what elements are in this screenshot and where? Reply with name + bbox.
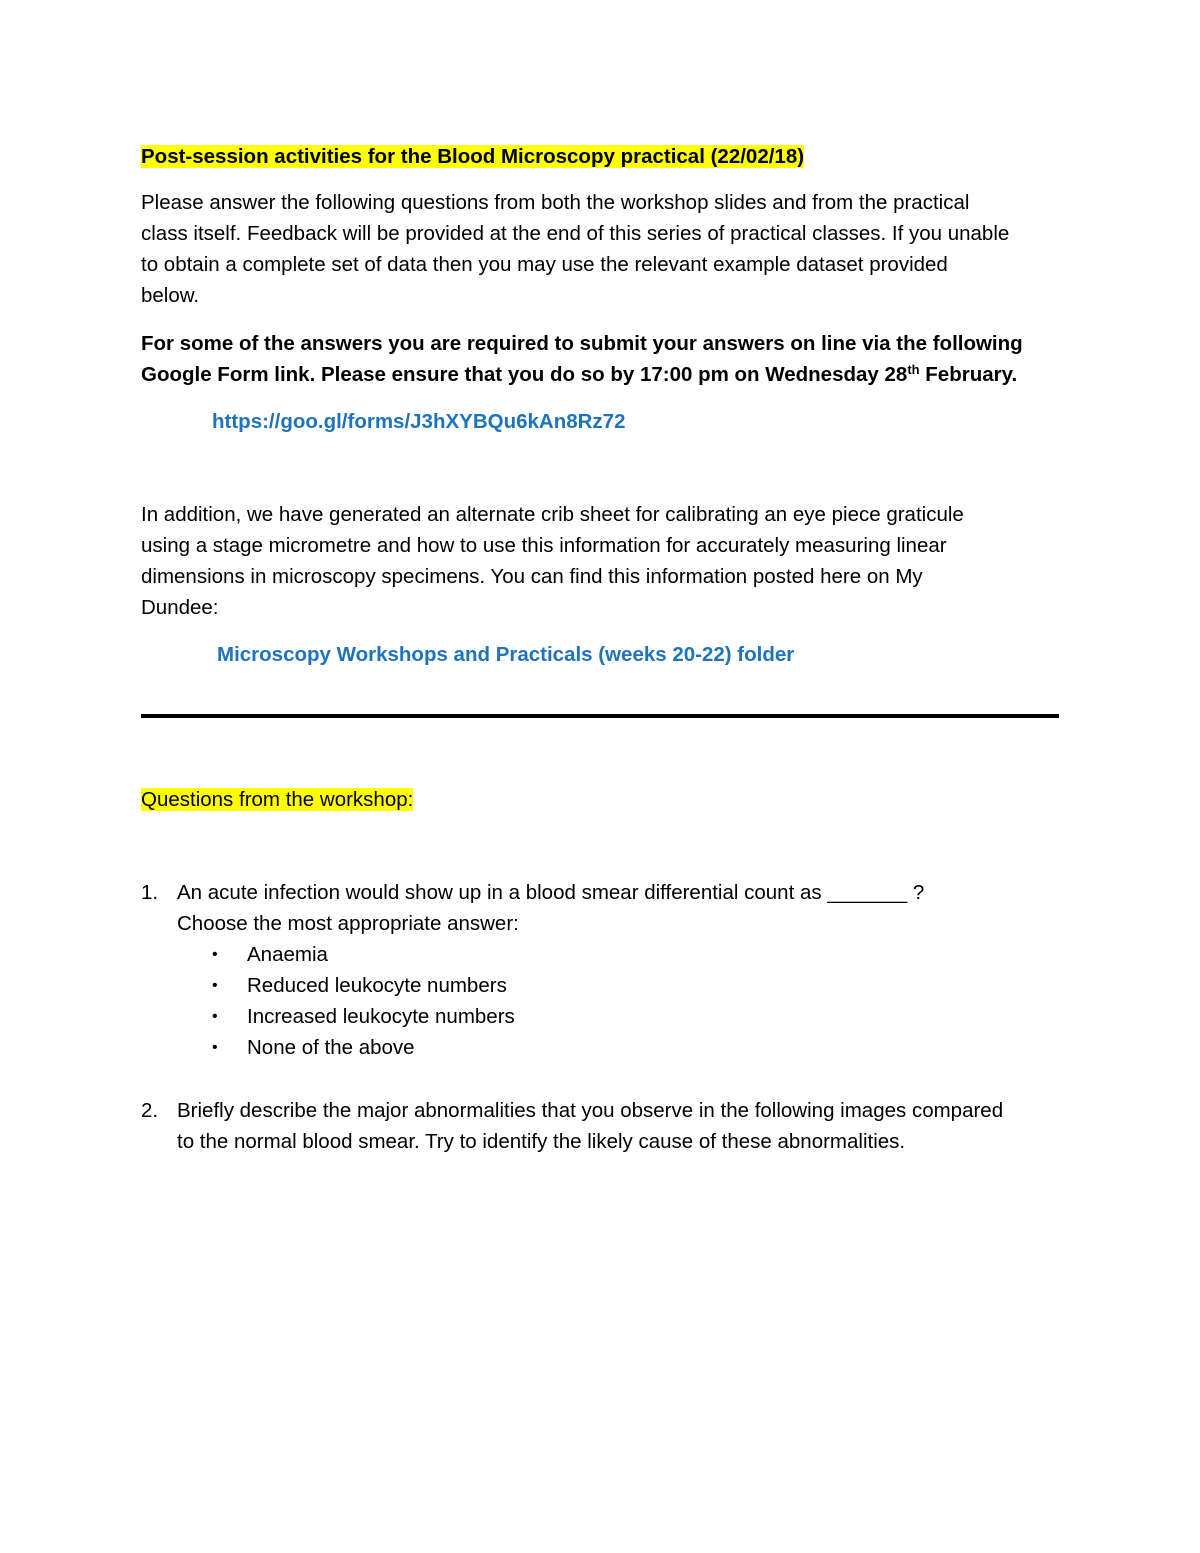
submission-paragraph: [141, 328, 1061, 390]
question-text: An acute infection would show up in a blood smear differential count as _______ ?: [177, 881, 925, 904]
question-number: 2.: [141, 1099, 159, 1122]
deadline-superscript: th: [907, 362, 920, 377]
submission-line: For some of the answers you are required to submit your answers on line via the following: [141, 332, 1023, 355]
answer-option: Anaemia: [247, 943, 328, 966]
document-heading-block: [141, 141, 1061, 172]
google-form-link[interactable]: https://goo.gl/forms/J3hXYBQu6kAn8Rz72: [212, 410, 626, 433]
question-instruction: Choose the most appropriate answer:: [177, 912, 519, 935]
submission-line: [141, 359, 1061, 390]
deadline-period: .: [1011, 363, 1018, 386]
workshop-heading: Questions from the workshop:: [141, 788, 414, 811]
addition-line: dimensions in microscopy specimens. You can find this information posted here on My: [141, 565, 923, 588]
section-divider: [141, 714, 1059, 718]
folder-link[interactable]: Microscopy Workshops and Practicals (weeks 20-22) folder: [217, 643, 795, 666]
folder-link-block: [217, 639, 1017, 670]
answer-option: Increased leukocyte numbers: [247, 1005, 515, 1028]
deadline-time: 17:00 pm on Wednesday 28: [639, 363, 908, 386]
question-number: 1.: [141, 881, 159, 904]
intro-line: to obtain a complete set of data then you may use the relevant example dataset provided: [141, 253, 948, 276]
bullet-icon: •: [212, 1008, 218, 1025]
submission-line-prefix: Google Form link. Please ensure that you do so by: [141, 363, 640, 386]
question-1: [141, 877, 1061, 1067]
question-text: Briefly describe the major abnormalities that you observe in the following images compared: [177, 1099, 1004, 1122]
intro-line: Please answer the following questions from both the workshop slides and from the practical: [141, 191, 970, 214]
document-title: Post-session activities for the Blood Microscopy practical (22/02/18): [141, 145, 805, 168]
question-2: [141, 1095, 1061, 1165]
intro-line: class itself. Feedback will be provided at the end of this series of practical classes. If you unable: [141, 222, 1010, 245]
intro-paragraph: [141, 187, 1061, 311]
addition-line: Dundee:: [141, 596, 219, 619]
question-text: to the normal blood smear. Try to identify the likely cause of these abnormalities.: [177, 1130, 906, 1153]
bullet-icon: •: [212, 1039, 218, 1056]
workshop-heading-block: [141, 784, 1061, 815]
addition-line: In addition, we have generated an alternate crib sheet for calibrating an eye piece graticule: [141, 503, 964, 526]
answer-option: Reduced leukocyte numbers: [247, 974, 507, 997]
answer-option: None of the above: [247, 1036, 415, 1059]
addition-line: using a stage micrometre and how to use this information for accurately measuring linear: [141, 534, 947, 557]
form-link-block: [212, 406, 1012, 437]
deadline-month: February: [919, 363, 1012, 386]
intro-line: below.: [141, 284, 200, 307]
bullet-icon: •: [212, 977, 218, 994]
addition-paragraph: [141, 499, 1061, 623]
bullet-icon: •: [212, 946, 218, 963]
